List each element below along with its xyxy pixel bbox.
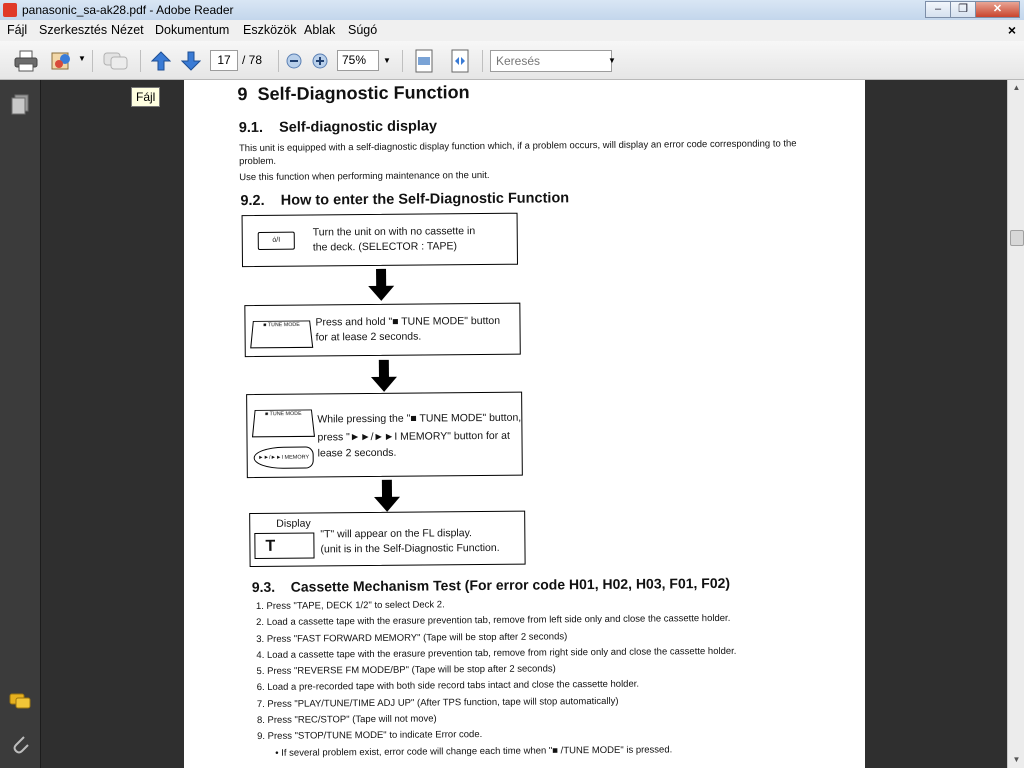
step-3-line-3: lease 2 seconds. bbox=[317, 446, 397, 460]
vertical-scrollbar[interactable] bbox=[1007, 80, 1024, 768]
flow-step-2 bbox=[244, 303, 520, 357]
list-item: 7. Press "PLAY/TUNE/TIME ADJ UP" (After TPS function, tape will stop automatically) bbox=[256, 695, 619, 710]
step-1-line-2: the deck. (SELECTOR : TAPE) bbox=[312, 240, 458, 254]
menu-bar bbox=[0, 20, 1024, 42]
print-icon[interactable] bbox=[14, 50, 38, 72]
next-page-icon[interactable] bbox=[181, 51, 201, 71]
menu-document[interactable]: Dokumentum bbox=[155, 23, 230, 37]
step-2-line-2: for at lease 2 seconds. bbox=[315, 330, 422, 344]
collaborate-dropdown-icon[interactable]: ▼ bbox=[78, 54, 86, 63]
close-button[interactable]: ✕ bbox=[975, 1, 1020, 18]
window-title: panasonic_sa-ak28.pdf - Adobe Reader bbox=[22, 3, 234, 17]
flow-step-3 bbox=[246, 392, 523, 478]
adobe-reader-icon bbox=[3, 3, 17, 17]
memory-button-drawing: ►►/►►I MEMORY bbox=[254, 446, 314, 469]
list-item: 4. Load a cassette tape with the erasure prevention tab, remove from right side only and close the cassette holder. bbox=[256, 645, 737, 661]
navigation-pane bbox=[0, 80, 41, 768]
menu-help[interactable]: Súgó bbox=[348, 23, 378, 37]
step-4-line-2: (unit is in the Self-Diagnostic Function. bbox=[320, 541, 500, 556]
page-number-input[interactable]: 17 bbox=[210, 50, 238, 71]
list-item: • If several problem exist, error code will change each time when "■ /TUNE MODE" is pressed. bbox=[275, 744, 673, 759]
title-bar bbox=[0, 0, 1024, 21]
step-1-line-1: Turn the unit on with no cassette in bbox=[312, 225, 476, 239]
comments-panel-icon[interactable] bbox=[9, 692, 31, 712]
paragraph-2: Use this function when performing maintenance on the unit. bbox=[239, 169, 490, 184]
list-item: 9. Press "STOP/TUNE MODE" to indicate Error code. bbox=[257, 729, 483, 743]
section-9-2-heading: 9.2. How to enter the Self-Diagnostic Function bbox=[240, 190, 570, 210]
list-item: 2. Load a cassette tape with the erasure prevention tab, remove from left side only and close the cassette holder. bbox=[256, 613, 731, 629]
menu-window[interactable]: Ablak bbox=[304, 23, 336, 37]
document-area bbox=[41, 80, 1007, 768]
tune-mode-button-drawing: ■ TUNE MODE bbox=[250, 320, 313, 348]
close-document-button[interactable]: × bbox=[1007, 22, 1016, 38]
zoom-dropdown-icon[interactable]: ▼ bbox=[383, 56, 391, 65]
step-3-line-2: press "►►/►►I MEMORY" button for at bbox=[317, 429, 510, 444]
search-dropdown-icon[interactable]: ▼ bbox=[608, 56, 616, 65]
attachments-panel-icon[interactable] bbox=[10, 732, 30, 754]
zoom-out-icon[interactable] bbox=[286, 53, 302, 69]
section-heading: 9 Self-Diagnostic Function bbox=[237, 82, 470, 105]
scroll-down-icon[interactable]: ▼ bbox=[1012, 755, 1021, 764]
search-input[interactable]: Keresés bbox=[490, 50, 612, 72]
list-item: 1. Press "TAPE, DECK 1/2" to select Deck 2. bbox=[255, 599, 445, 612]
section-9-1-heading: 9.1. Self-diagnostic display bbox=[238, 118, 438, 137]
pdf-page bbox=[184, 80, 865, 768]
zoom-in-icon[interactable] bbox=[312, 53, 328, 69]
fit-width-icon[interactable] bbox=[449, 49, 471, 73]
menu-tools[interactable]: Eszközök bbox=[243, 23, 297, 37]
step-4-line-1: "T" will appear on the FL display. bbox=[320, 527, 472, 541]
procedure-list bbox=[256, 595, 737, 762]
tooltip: Fájl bbox=[131, 87, 160, 107]
menu-view[interactable]: Nézet bbox=[111, 23, 144, 37]
previous-page-icon[interactable] bbox=[151, 51, 171, 71]
display-label: Display bbox=[276, 517, 311, 530]
list-item: 6. Load a pre-recorded tape with both side record tabs intact and close the cassette holder. bbox=[256, 679, 640, 694]
list-item: 5. Press "REVERSE FM MODE/BP" (Tape will be stop after 2 seconds) bbox=[256, 663, 556, 678]
step-2-line-1: Press and hold "■ TUNE MODE" button bbox=[315, 314, 501, 329]
flow-step-4 bbox=[249, 511, 525, 567]
menu-edit[interactable]: Szerkesztés bbox=[39, 23, 108, 37]
power-button-drawing: ó/I bbox=[258, 232, 295, 250]
zoom-level-input[interactable]: 75% bbox=[337, 50, 379, 71]
pages-panel-icon[interactable] bbox=[10, 94, 30, 116]
comment-disabled-icon bbox=[103, 50, 129, 72]
scroll-up-icon[interactable]: ▲ bbox=[1012, 83, 1021, 92]
page-total: / 78 bbox=[242, 53, 263, 67]
scrollbar-thumb[interactable] bbox=[1010, 230, 1024, 246]
tune-mode-button-drawing-2: ■ TUNE MODE bbox=[252, 409, 315, 437]
list-item: 3. Press "FAST FORWARD MEMORY" (Tape will be stop after 2 seconds) bbox=[256, 630, 568, 645]
minimize-button[interactable]: – bbox=[925, 1, 951, 18]
collaborate-icon[interactable] bbox=[50, 49, 74, 73]
list-item: 8. Press "REC/STOP" (Tape will not move) bbox=[256, 713, 437, 727]
toolbar bbox=[0, 41, 1024, 80]
paragraph-1: This unit is equipped with a self-diagnostic display function which, if a problem occurs, will display an error code corresponding to the problem. bbox=[238, 138, 797, 168]
menu-file[interactable]: Fájl bbox=[7, 23, 28, 37]
flow-step-1 bbox=[242, 213, 518, 267]
section-9-3-heading: 9.3. Cassette Mechanism Test (For error code H01, H02, H03, F01, F02) bbox=[251, 574, 731, 596]
restore-button[interactable]: ❐ bbox=[950, 1, 976, 18]
fl-display-drawing: T bbox=[254, 532, 314, 559]
fit-page-icon[interactable] bbox=[413, 49, 435, 73]
step-3-line-1: While pressing the "■ TUNE MODE" button, bbox=[317, 411, 522, 426]
